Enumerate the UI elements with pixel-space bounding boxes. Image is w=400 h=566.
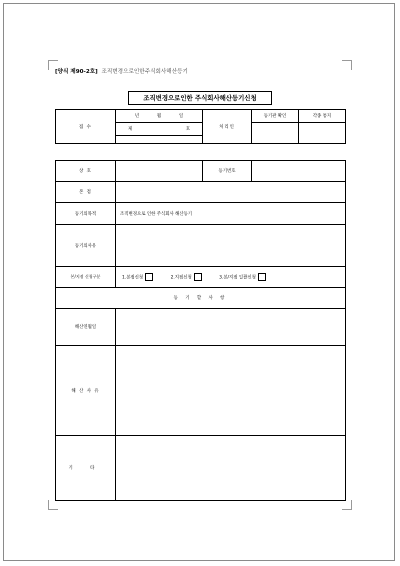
trade-name-label: 상 호: [56, 161, 116, 182]
crop-mark: [342, 500, 352, 510]
reception-table: [55, 109, 346, 144]
other-label: 기 타: [56, 436, 116, 501]
option-branch[interactable]: 2.지점신청: [171, 273, 202, 281]
trade-name-input[interactable]: [116, 161, 203, 182]
checkbox-head-office[interactable]: [145, 273, 153, 281]
form-title: 조직변경으로인한 주식회사해산등기신청: [128, 91, 272, 105]
reception-number-cell[interactable]: [116, 123, 203, 136]
registration-purpose-value: 조직변경으로 인한 주식회사 해산등기: [116, 203, 346, 225]
main-fields-table: [55, 160, 346, 309]
option-head-office[interactable]: 1.본점신청: [122, 273, 153, 281]
number-prefix: 제: [128, 127, 133, 132]
registry-number-label: 등기번호: [203, 161, 252, 182]
year-label: 년: [134, 114, 140, 119]
form-code: [양식 제90-2호]: [55, 69, 98, 75]
division-options: [116, 267, 346, 288]
notification-cell[interactable]: [299, 123, 346, 144]
processor-label: 처리인: [203, 110, 252, 144]
dissolution-reason-label: 해 산 사 유: [56, 346, 116, 436]
items-section-header: 등 기 할 사 항: [56, 288, 346, 309]
month-label: 월: [156, 114, 162, 119]
registration-reason-label: 등기의사유: [56, 225, 116, 267]
crop-mark: [48, 500, 58, 510]
head-office-label: 본 점: [56, 182, 116, 203]
registry-number-input[interactable]: [252, 161, 346, 182]
dissolution-reason-input[interactable]: [116, 346, 346, 436]
division-label: 본/지점 신청구분: [56, 267, 116, 288]
registrar-check-cell[interactable]: [252, 123, 299, 144]
registrar-check-header: 등기관 확인: [252, 110, 299, 123]
checkbox-branch[interactable]: [194, 273, 202, 281]
form-description: 조직변경으로인한주식회사해산등기: [101, 69, 188, 75]
day-label: 일: [178, 114, 184, 119]
reception-label: 접 수: [56, 110, 116, 144]
reception-spacer-cell: [116, 136, 203, 144]
checkbox-bulk[interactable]: [258, 273, 266, 281]
other-input[interactable]: [116, 436, 346, 501]
number-suffix: 호: [185, 127, 190, 132]
form-header: [55, 67, 188, 75]
head-office-input[interactable]: [116, 182, 346, 203]
notification-header: 각종 통지: [299, 110, 346, 123]
crop-mark: [342, 60, 352, 70]
reception-date-cell[interactable]: [116, 110, 203, 123]
registration-purpose-label: 등기의목적: [56, 203, 116, 225]
items-table: [55, 308, 346, 501]
registration-reason-input[interactable]: [116, 225, 346, 267]
dissolution-date-label: 해산연월일: [56, 309, 116, 346]
dissolution-date-input[interactable]: [116, 309, 346, 346]
option-bulk[interactable]: 3.본/지점 일괄신청: [219, 273, 266, 281]
